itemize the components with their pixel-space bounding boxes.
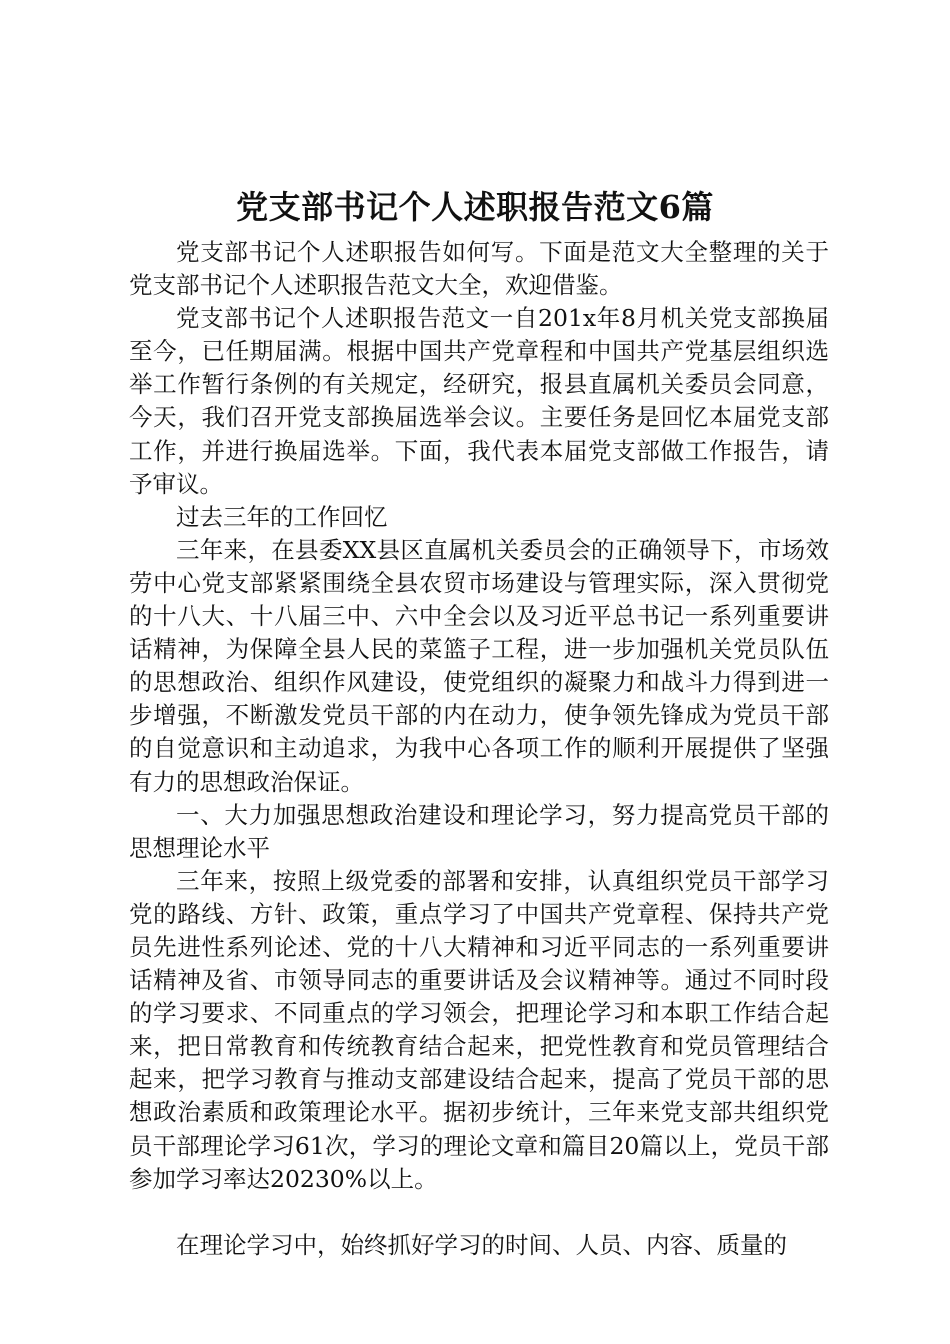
paragraph-intro: 党支部书记个人述职报告如何写。下面是范文大全整理的关于党支部书记个人述职报告范文大全，欢迎借鉴。 [129, 238, 829, 300]
section-heading-ideological-building: 一、大力加强思想政治建设和理论学习，努力提高党员干部的思想理论水平 [129, 800, 829, 862]
document-title: 党支部书记个人述职报告范文6篇 [236, 188, 714, 226]
document-body [129, 236, 829, 1262]
section-heading-review: 过去三年的工作回忆 [176, 502, 388, 531]
paragraph-study-management: 在理论学习中，始终抓好学习的时间、人员、内容、质量的 [176, 1230, 787, 1259]
paragraph-theory-study: 三年来，按照上级党委的部署和安排，认真组织党员干部学习党的路线、方针、政策，重点学习了中国共产党章程、保持共产党员先进性系列论述、党的十八大精神和习近平同志的一系列重要讲话精神及省、市领导同志的重要讲话及会议精神等。通过不同时段的学习要求、不同重点的学习领会，把理论学习和本职工作结合起来，把日常教育和传统教育结合起来，把党性教育和党员管理结合起来，把学习教育与推动支部建设结合起来，提高了党员干部的思想政治素质和政策理论水平。据初步统计，三年来党支部共组织党员干部理论学习61次，学习的理论文章和篇目20篇以上，党员干部参加学习率达20230%以上。 [129, 866, 829, 1193]
paragraph-three-years-overview: 三年来，在县委XX县区直属机关委员会的正确领导下，市场效劳中心党支部紧紧围绕全县农贸市场建设与管理实际，深入贯彻党的十八大、十八届三中、六中全会以及习近平总书记一系列重要讲话精神，为保障全县人民的菜篮子工程，进一步加强机关党员队伍的思想政治、组织作风建设，使党组织的凝聚力和战斗力得到进一步增强，不断激发党员干部的内在动力，使争领先锋成为党员干部的自觉意识和主动追求，为我中心各项工作的顺利开展提供了坚强有力的思想政治保证。 [129, 535, 829, 796]
paragraph-sample-one-opening: 党支部书记个人述职报告范文一自201x年8月机关党支部换届至今，已任期届满。根据中国共产党章程和中国共产党基层组织选举工作暂行条例的有关规定，经研究，报县直属机关委员会同意，今天，我们召开党支部换届选举会议。主要任务是回忆本届党支部工作，并进行换届选举。下面，我代表本届党支部做工作报告，请予审议。 [129, 304, 829, 498]
